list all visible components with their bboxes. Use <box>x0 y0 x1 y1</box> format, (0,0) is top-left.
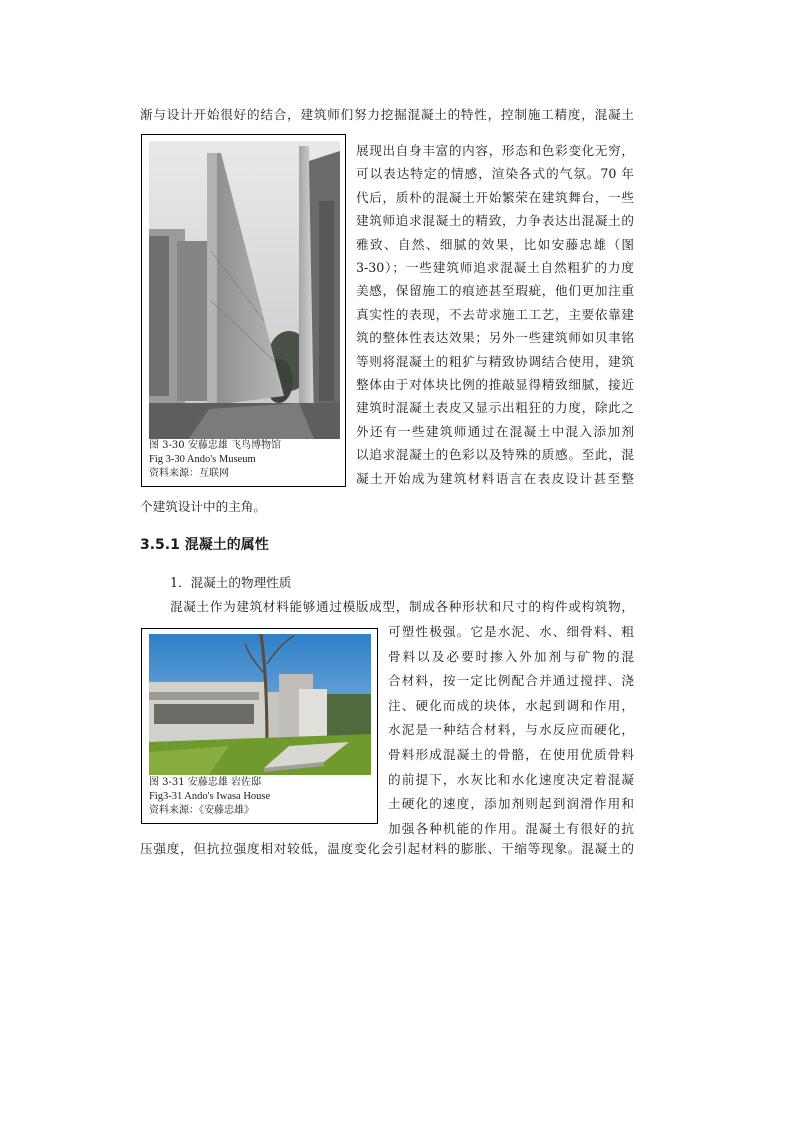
figure-ando-iwasa-house <box>141 628 378 824</box>
paragraph-line: 展现出自身丰富的内容，形态和色彩变化无穷， <box>356 143 634 158</box>
paragraph-line: 压强度，但抗拉强度相对较低，温度变化会引起材料的膨胀、干缩等现象。混凝土的 <box>140 841 634 856</box>
paragraph-line: 美感，保留施工的痕迹甚至瑕疵，他们更加注重 <box>356 283 634 299</box>
figure-caption-source: 资料来源：《安藤忠雄》 <box>149 805 254 816</box>
paragraph-line: 的前提下，水灰比和水化速度决定着混凝 <box>388 771 634 787</box>
paragraph-line: 注、硬化而成的块体，水起到调和作用， <box>388 697 634 713</box>
paragraph-line: 骨料形成混凝土的骨骼，在使用优质骨料 <box>388 747 634 762</box>
paragraph-line: 雅致、自然、细腻的效果，比如安藤忠雄（图 <box>356 236 634 252</box>
paragraph-line: 凝土开始成为建筑材料语言在表皮设计甚至整 <box>356 470 634 486</box>
figure-caption-source: 资料来源：互联网 <box>149 468 229 479</box>
paragraph-line: 筑的整体性表达效果；另外一些建筑师如贝聿铭 <box>356 330 634 346</box>
paragraph-line: 骨料以及必要时掺入外加剂与矿物的混 <box>388 648 634 664</box>
paragraph-line: 建筑师追求混凝土的精致，力争表达出混凝土的 <box>356 213 634 229</box>
paragraph-line: 合材料，按一定比例配合并通过搅拌、浇 <box>388 673 634 689</box>
iwasa-house-photo <box>149 634 371 775</box>
subsection-heading: 1．混凝土的物理性质 <box>170 575 292 590</box>
paragraph-line: 可以表达特定的情感，渲染各式的气氛。70 年 <box>356 166 634 182</box>
figure-caption-cn: 图 3-31 安藤忠雄 岩佐邸 <box>149 777 262 788</box>
paragraph-line: 等则将混凝土的粗犷与精致协调结合使用，建筑 <box>356 353 634 369</box>
paragraph-line: 3-30）；一些建筑师追求混凝土自然粗犷的力度 <box>356 260 634 275</box>
paragraph-line: 加强各种机能的作用。混凝土有很好的抗 <box>388 820 634 836</box>
paragraph-line: 以追求混凝土的色彩以及特殊的质感。至此，混 <box>356 447 634 463</box>
figure-ando-museum <box>141 134 346 487</box>
paragraph-line: 个建筑设计中的主角。 <box>140 499 266 514</box>
paragraph-line: 渐与设计开始很好的结合，建筑师们努力挖掘混凝土的特性，控制施工精度，混凝土 <box>140 107 634 122</box>
paragraph-line: 可塑性极强。它是水泥、水、细骨料、粗 <box>388 624 634 639</box>
paragraph-line: 土硬化的速度，添加剂则起到润滑作用和 <box>388 796 634 812</box>
paragraph-line: 水泥是一种结合材料，与水反应而硬化， <box>388 722 634 738</box>
paragraph-line: 真实性的表现，不去苛求施工工艺，主要依靠建 <box>356 306 634 322</box>
figure-caption-en: Fig3-31 Ando's Iwasa House <box>149 791 271 802</box>
paragraph-line: 建筑时混凝土表皮又显示出粗狂的力度，除此之 <box>356 400 634 416</box>
paragraph-line: 整体由于对体块比例的推敲显得精致细腻，接近 <box>356 377 634 392</box>
figure-caption-en: Fig 3-30 Ando's Museum <box>149 454 256 465</box>
paragraph-line: 混凝土作为建筑材料能够通过模版成型，制成各种形状和尺寸的构件或构筑物， <box>170 599 634 614</box>
section-heading: 3.5.1 混凝土的属性 <box>140 537 269 553</box>
figure-caption-cn: 图 3-30 安藤忠雄 飞鸟博物馆 <box>149 440 282 451</box>
paragraph-line: 代后，质朴的混凝土开始繁荣在建筑舞台，一些 <box>356 189 634 205</box>
museum-photo <box>149 141 340 439</box>
paragraph-line: 外还有一些建筑师通过在混凝土中混入添加剂 <box>356 423 634 439</box>
